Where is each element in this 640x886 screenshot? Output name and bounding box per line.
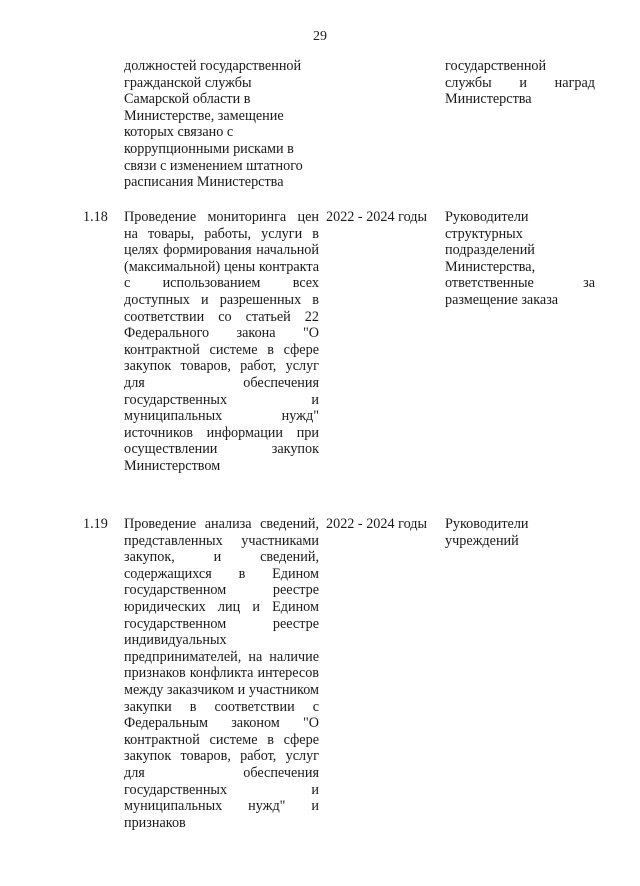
row-1-term: 2022 - 2024 годы (326, 209, 428, 225)
row-2-number: 1.19 (83, 516, 108, 532)
row-2-responsible: Руководители учреждений (445, 516, 529, 549)
row-2-term: 2022 - 2024 годы (326, 516, 428, 532)
row-1-event: Проведение мониторинга цен на товары, работы, услуги в целях формирования начальной (максимальной) цены контракта с использованием всех доступных и разрешенных в соответствии со статьей 22 Федерального закона "О контрактной системе в сфере закупок товаров, работ, услуг для обеспечения государственных и муниципальных нужд" источников информации при осуществлении закупок Министерством (124, 209, 319, 474)
page-number: 29 (313, 29, 327, 44)
row-0-responsible: государственной службы и наград Министерства (445, 58, 595, 108)
row-2-event: Проведение анализа сведений, представленных участниками закупок, и сведений, содержащихся в Едином государственном реестре юридических лиц и Едином государственном реестре индивидуальных предпринимателей, на наличие признаков конфликта интересов между заказчиком и участником закупки в соответствии с Федеральным законом "О контрактной системе в сфере закупок товаров, работ, услуг для обеспечения государственных и муниципальных нужд" и признаков (124, 516, 319, 831)
row-0-event: должностей государственной гражданской службы Самарской области в Министерстве, замещение которых связано с коррупционными рисками в связи с изменением штатного расписания Министерства (124, 58, 303, 191)
row-1-responsible: Руководители структурных подразделений Министерства, ответственные за размещение заказа (445, 209, 595, 308)
row-1-number: 1.18 (83, 209, 108, 225)
